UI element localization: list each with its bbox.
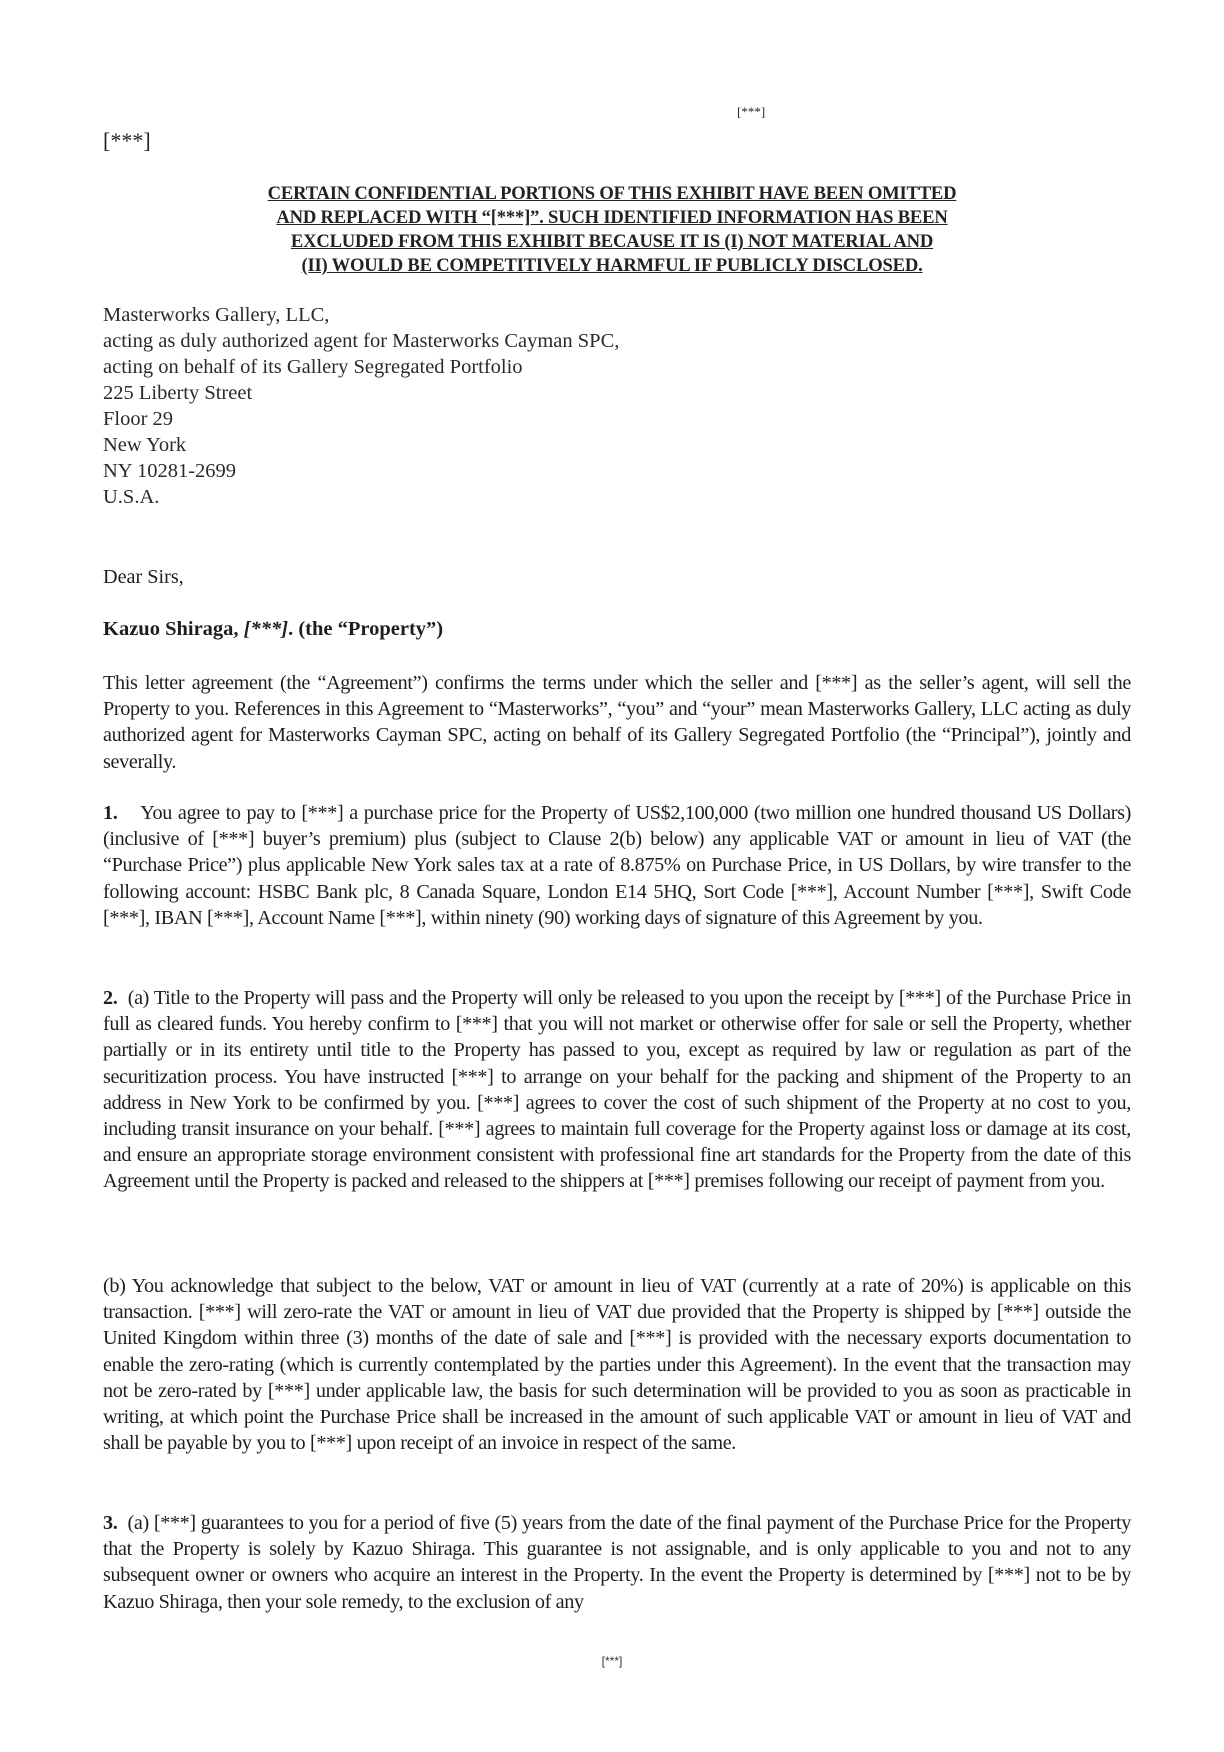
notice-line: (II) WOULD BE COMPETITIVELY HARMFUL IF PUBLICLY DISCLOSED. — [301, 255, 923, 276]
reference-redaction-marker: [***] — [103, 128, 151, 153]
intro-paragraph: This letter agreement (the “Agreement”) confirms the terms under which the seller and [***] as the seller’s agent, will sell the Property to you. References in this Agreement to “Masterworks”, “you” and “your” mean Masterworks Gallery, LLC acting as duly authorized agent for Masterworks Cayman SPC, acting on behalf of its Gallery Segregated Portfolio (the “Principal”), jointly and severally. — [103, 672, 1131, 773]
notice-line: CERTAIN CONFIDENTIAL PORTIONS OF THIS EXHIBIT HAVE BEEN OMITTED — [267, 183, 957, 204]
address-line: Masterworks Gallery, LLC, — [103, 304, 330, 326]
clause-number: 1. — [103, 802, 118, 824]
clause-number: 2. — [103, 987, 118, 1009]
address-line: U.S.A. — [103, 486, 160, 508]
address-line: acting on behalf of its Gallery Segregated Portfolio — [103, 356, 523, 378]
clause-2b: (b) You acknowledge that subject to the below, VAT or amount in lieu of VAT (currently at a rate of 20%) is applicable on this transaction. [***] will zero-rate the VAT or amount in lieu of VAT due provided that the Property is shipped by [***] outside the United Kingdom within three (3) months of the date of sale and [***] is provided with the necessary exports documentation to enable the zero-rating (which is currently contemplated by the parties under this Agreement). In the event that the transaction may not be zero-rated by [***] under applicable law, the basis for such determination will be provided to you as soon as practicable in writing, at which point the Purchase Price shall be increased in the amount of such applicable VAT or amount in lieu of VAT and shall be payable by you to [***] upon receipt of an invoice in respect of the same. — [103, 1275, 1131, 1455]
salutation: Dear Sirs, — [103, 566, 184, 588]
address-line: NY 10281-2699 — [103, 460, 237, 482]
notice-line: EXCLUDED FROM THIS EXHIBIT BECAUSE IT IS (I) NOT MATERIAL AND — [290, 231, 934, 252]
clause-text: (a) Title to the Property will pass and the Property will only be released to you upon the receipt by [***] of the Purchase Price in full as cleared funds. You hereby confirm to [***] that you will not market or otherwise offer for sale or sell the Property, whether partially or in its entirety until title to the Property has passed to you, except as required by law or regulation as part of the securitization process. You have instructed [***] to arrange on your behalf for the packing and shipment of the Property to an address in New York to be confirmed by you. [***] agrees to cover the cost of such shipment of the Property at no cost to you, including transit insurance on your behalf. [***] agrees to maintain full coverage for the Property against loss or damage at its cost, and ensure an appropriate storage environment consistent with professional fine art standards for the Property from the date of this Agreement until the Property is packed and released to the shippers at [***] premises following our receipt of payment from you. — [103, 987, 1131, 1193]
confidentiality-notice — [200, 182, 1024, 278]
clause-text: (a) [***] guarantees to you for a period of five (5) years from the date of the final payment of the Purchase Price for the Property that the Property is solely by Kazuo Shiraga. This guarantee is not assignable, and is only applicable to you and not to any subsequent owner or owners who acquire an interest in the Property. In the event the Property is determined by [***] not to be by Kazuo Shiraga, then your sole remedy, to the exclusion of any — [103, 1512, 1131, 1613]
header-redaction-marker: [***] — [737, 104, 766, 119]
notice-line: AND REPLACED WITH “[***]”. SUCH IDENTIFIED INFORMATION HAS BEEN — [276, 207, 948, 228]
subject-redaction: [***] — [243, 618, 289, 640]
address-line: acting as duly authorized agent for Masterworks Cayman SPC, — [103, 330, 620, 352]
clause-1 — [103, 800, 1131, 931]
clause-3a — [103, 1510, 1131, 1615]
address-line: Floor 29 — [103, 408, 174, 430]
subject-artist: Kazuo Shiraga, — [103, 618, 244, 640]
clause-text: You agree to pay to [***] a purchase price for the Property of US$2,100,000 (two million one hundred thousand US Dollars) (inclusive of [***] buyer’s premium) plus (subject to Clause 2(b) below) any applicable VAT or amount in lieu of VAT (the “Purchase Price”) plus applicable New York sales tax at a rate of 8.875% on Purchase Price, in US Dollars, by wire transfer to the following account: HSBC Bank plc, 8 Canada Square, London E14 5HQ, Sort Code [***], Account Number [***], Swift Code [***], IBAN [***], Account Name [***], within ninety (90) working days of signature of this Agreement by you. — [103, 802, 1131, 929]
page-footer-marker: [***] — [601, 1654, 623, 1668]
clause-number: 3. — [103, 1512, 118, 1534]
subject-rest: . (the “Property”) — [288, 618, 444, 640]
address-line: New York — [103, 434, 187, 456]
recipient-address — [103, 302, 619, 510]
subject-line — [103, 618, 443, 641]
clause-2a — [103, 985, 1131, 1195]
address-line: 225 Liberty Street — [103, 382, 253, 404]
